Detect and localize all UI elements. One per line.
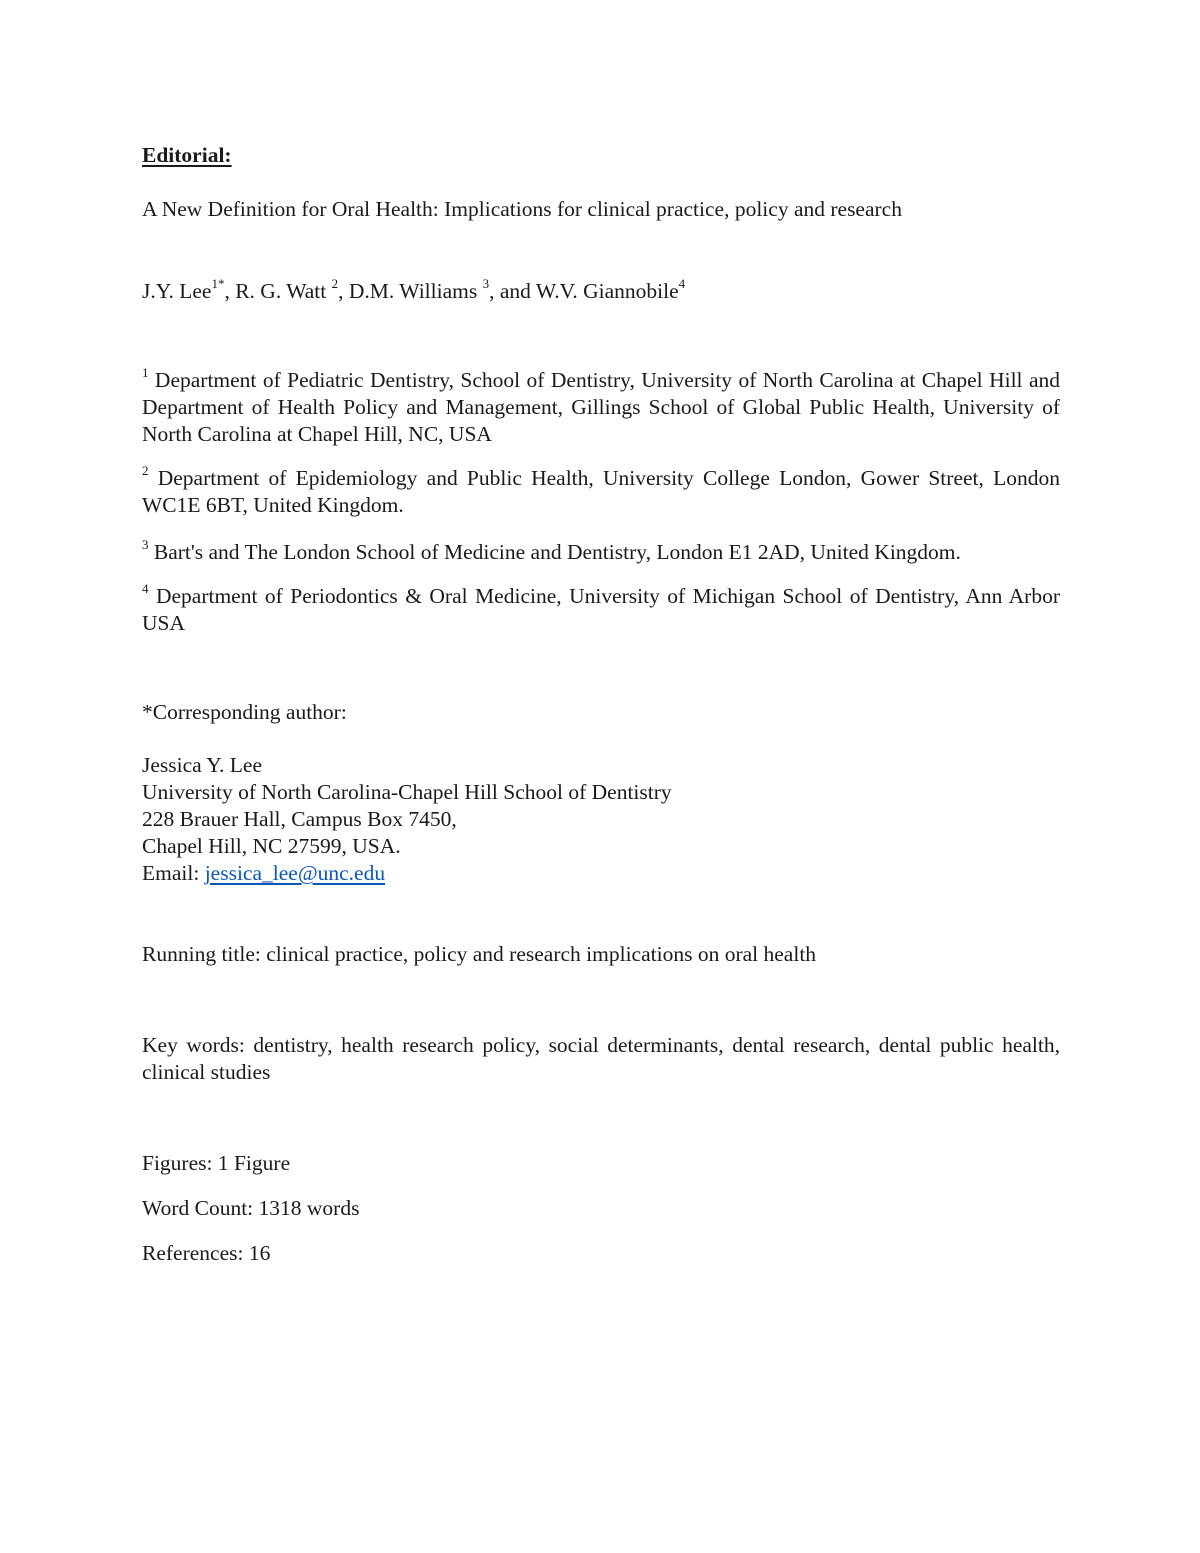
author-list: J.Y. Lee$^{1*}$, R. G. Watt $^2$, D.M. Williams $^3$, and W.V. Giannobile$^4$	[142, 275, 686, 303]
author-name: D.M. Williams	[348, 279, 483, 303]
affiliation-text: Department of Periodontics & Oral Medicine, University of Michigan School of Dentistry, Ann Arbor USA	[142, 584, 1060, 635]
author-name: W.V. Giannobile	[535, 279, 679, 303]
affiliation-number: 2	[142, 462, 149, 478]
corresponding-author-institution: University of North Carolina-Chapel Hill School of Dentistry	[142, 780, 672, 804]
corresponding-author-block	[142, 752, 1060, 887]
author-affiliation-marker: 4	[678, 275, 686, 291]
corresponding-author-email-line	[142, 860, 1060, 887]
affiliation-number: 1	[142, 364, 149, 380]
keywords: Key words: dentistry, health research policy, social determinants, dental research, dental public health, clinical studies	[142, 1033, 1060, 1084]
word-count: Word Count: 1318 words	[142, 1196, 360, 1220]
author-affiliation-marker: 3	[482, 275, 490, 291]
article-title: A New Definition for Oral Health: Implications for clinical practice, policy and research	[142, 197, 902, 221]
author-name: R. G. Watt	[235, 279, 332, 303]
affiliation-2	[142, 462, 1060, 519]
author-affiliation-marker: 1*	[211, 275, 225, 291]
affiliation-number: 4	[142, 580, 149, 596]
author-affiliation-marker: 2	[331, 275, 339, 291]
affiliation-3	[142, 536, 1060, 566]
running-title: Running title: clinical practice, policy and research implications on oral health	[142, 942, 817, 966]
author-name: J.Y. Lee	[142, 279, 212, 303]
affiliation-text: Department of Epidemiology and Public Health, University College London, Gower Street, London WC1E 6BT, United Kingdom.	[142, 466, 1060, 517]
corresponding-author-label: *Corresponding author:	[142, 700, 347, 724]
affiliation-4	[142, 580, 1060, 637]
affiliation-text: Department of Pediatric Dentistry, School of Dentistry, University of North Carolina at Chapel Hill and Department of Health Policy and Management, Gillings School of Global Public Health, University of North Carolina at Chapel Hill, NC, USA	[142, 368, 1060, 446]
affiliation-text: Bart's and The London School of Medicine and Dentistry, London E1 2AD, United Kingdom.	[148, 540, 961, 564]
corresponding-author-address-line-2: Chapel Hill, NC 27599, USA.	[142, 834, 401, 858]
corresponding-author-address-line-1: 228 Brauer Hall, Campus Box 7450,	[142, 807, 457, 831]
editorial-heading: Editorial:	[142, 143, 232, 167]
affiliation-number: 3	[142, 536, 149, 552]
corresponding-author-name: Jessica Y. Lee	[142, 753, 263, 777]
affiliation-1	[142, 364, 1060, 448]
email-link[interactable]: jessica_lee@unc.edu	[204, 861, 386, 885]
figure-count: Figures: 1 Figure	[142, 1151, 291, 1175]
reference-count: References: 16	[142, 1241, 271, 1265]
email-label: Email:	[142, 861, 205, 885]
